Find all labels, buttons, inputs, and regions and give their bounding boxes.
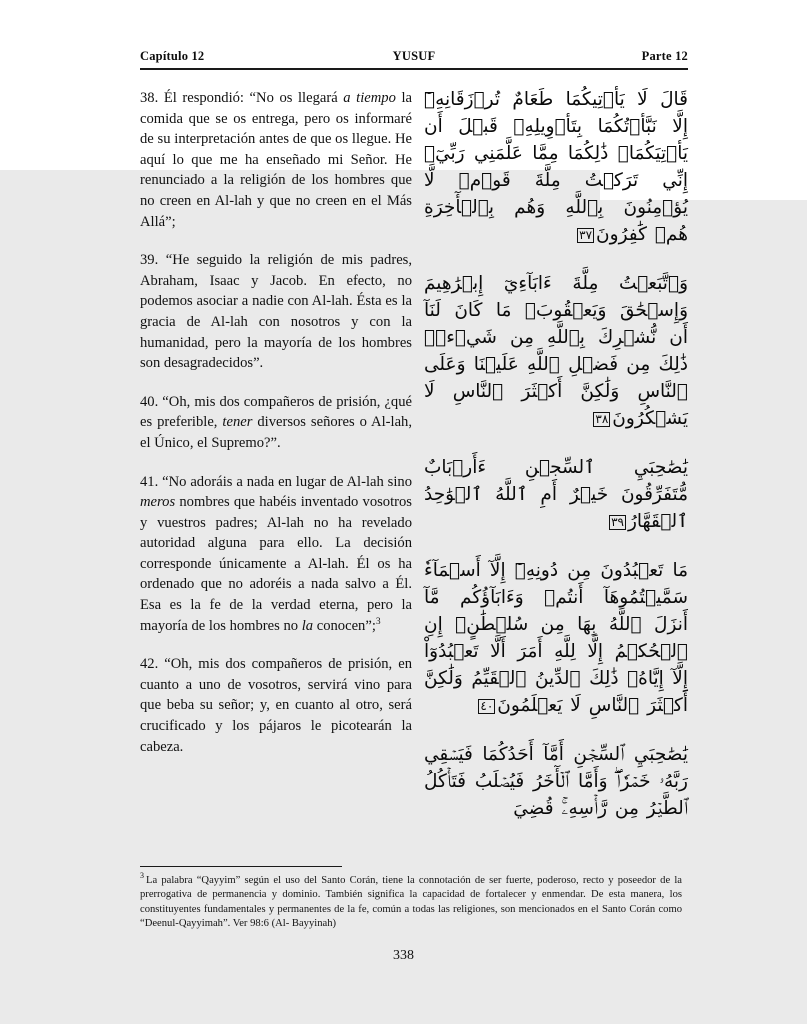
arabic-verse-41-text: يَٰصَٰحِبَيِ ٱلسِّجۡنِ أَمَّآ أَحَدُكُمَا فَيَسۡقِي رَبَّهُۥ خَمۡرٗاۖ وَأَمَّا ٱلۡأٓخَرُ فَيُصۡلَبُ فَتَأۡكُلُ ٱلطَّيۡرُ مِن رَّأۡسِهِۦۚ قُضِيَ: [424, 744, 688, 819]
verse-40-rest: diversos señores o Al-lah, el Único, el Supremo?”.: [140, 414, 412, 451]
verse-number-41: 41.: [140, 473, 159, 490]
verse-42-lead: “Oh, mis dos compañeros de prisión, en cuanto a uno de vosotros, servirá vino para que beba su señor; y, en cuanto al otro, será crucificado y los pájaros le picotearán la cabeza.: [140, 656, 412, 755]
running-head-surah: YUSUF: [392, 49, 436, 63]
spanish-translation-column: [140, 88, 412, 757]
verse-41: [140, 472, 412, 637]
verse-39: [140, 250, 412, 374]
verse-number-42: 42.: [140, 656, 159, 673]
arabic-verse-40-text: مَا تَعۡبُدُونَ مِن دُونِهِۦٓ إِلَّآ أَسۡمَآءٗ سَمَّيۡتُمُوهَآ أَنتُمۡ وَءَابَآؤُكُم مَّآ أَنزَلَ ٱللَّهُ بِهَا مِن سُلۡطَٰنٍۚ إِنِ ٱلۡحُكۡمُ إِلَّا لِلَّهِ أَمَرَ أَلَّا تَعۡبُدُوٓاْ إِلَّآ إِيَّاهُۚ ذَٰلِكَ ٱلدِّينُ ٱلۡقَيِّمُ وَلَٰكِنَّ أَكۡثَرَ ٱلنَّاسِ لَا يَعۡلَمُونَ: [424, 560, 688, 716]
verse-38-italic: a tiempo: [343, 90, 396, 106]
arabic-verse-39-text: يَٰصَٰحِبَيِ ٱلسِّجۡنِ ءَأَرۡبَابٌ مُّتَفَرِّقُونَ خَيۡرٌ أَمِ ٱللَّهُ ٱلۡوَٰحِدُ ٱلۡقَهَّارُ: [424, 457, 688, 532]
verse-40-lead: “Oh, mis dos compañeros de prisión, ¿qué es preferible,: [140, 393, 412, 431]
page-number: 338: [393, 948, 414, 963]
verse-41-lead: “No adoráis a nada en lugar de Al-lah sino: [158, 473, 412, 490]
verse-number-38: 38.: [140, 90, 159, 106]
footnote-marker-ref: 3: [375, 616, 381, 627]
arabic-verse-41: [424, 741, 688, 822]
ayah-number-38: ٣٨: [595, 411, 609, 426]
ayah-number-40: ٤٠: [480, 698, 494, 713]
verse-38-lead: Él respondió: “No os llegará: [158, 90, 344, 106]
verse-41-rest: nombres que habéis inventado vosotros y vuestros padres; Al-lah no ha revelado autoridad alguna para ello. La decisión corresponde únicamente a Al-lah. Él os ha ordenado que no adoréis a nada salvo a Él. Esa es la fe de la verdad eterna, pero la mayoría de los hombres no: [140, 494, 412, 634]
verse-41-italic-1: meros: [140, 494, 176, 511]
arabic-verse-38: [424, 270, 688, 432]
arabic-verse-40: [424, 557, 688, 719]
arabic-verse-38-text: وَٱتَّبَعۡتُ مِلَّةَ ءَابَآءِيٓ إِبۡرَٰهِيمَ وَإِسۡحَٰقَ وَيَعۡقُوبَۚ مَا كَانَ لَنَآ أَن نُّشۡرِكَ بِٱللَّهِ مِن شَيۡءٖۚ ذَٰلِكَ مِن فَضۡلِ ٱللَّهِ عَلَيۡنَا وَعَلَى ٱلنَّاسِ وَلَٰكِنَّ أَكۡثَرَ ٱلنَّاسِ لَا يَشۡكُرُونَ: [424, 273, 688, 429]
footnote-separator-rule: [140, 866, 342, 867]
verse-41-tail: conocen”;: [313, 617, 376, 634]
verse-42: [140, 654, 412, 757]
footnote-text: La palabra “Qayyim” según el uso del Santo Corán, tiene la connotación de ser fuerte, poderoso, recto y poseedor de la prerrogativa de permanencia y dominio. También significa la capacidad de fortalecer y enmendar. De esta manera, los constituyentes fundamentales y permanentes de la fe, común a todas las religiones, son mencionados en el Santo Corán como “Deenul-Qayyimah”. Ver 98:6 (Al- Bayyinah): [140, 875, 682, 930]
footnote-3: [140, 871, 682, 932]
arabic-text-column: [424, 86, 688, 822]
verse-38-rest: la comida que se os entrega, pero os informaré de su interpretación antes de que os llegue. He aquí lo que me ha enseñado mi Señor. He renunciado a la religión de los hombres que no creen en Al-lah y que no creen en el Más Allá”;: [140, 90, 412, 230]
running-head-chapter: Capítulo 12: [140, 49, 205, 63]
verse-40: [140, 392, 412, 454]
arabic-verse-39: [424, 454, 688, 535]
ayah-number-37: ٣٧: [579, 227, 593, 242]
verse-39-lead: “He seguido la religión de mis padres, Abraham, Isaac y Jacob. En efecto, no podemos asociar a nadie con Al-lah. Ésta es la gracia de Al-lah con nosotros y con la humanidad, pero la mayoría de los hombres son desagradecidos”.: [140, 252, 412, 372]
running-head-part: Parte 12: [641, 49, 688, 63]
arabic-verse-37-text: قَالَ لَا يَأۡتِيكُمَا طَعَامٌ تُرۡزَقَانِهِۦٓ إِلَّا نَبَّأۡتُكُمَا بِتَأۡوِيلِهِۦ قَبۡلَ أَن يَأۡتِيَكُمَاۚ ذَٰلِكُمَا مِمَّا عَلَّمَنِي رَبِّيٓۚ إِنِّي تَرَكۡتُ مِلَّةَ قَوۡمٖ لَّا يُؤۡمِنُونَ بِٱللَّهِ وَهُم بِٱلۡأٓخِرَةِ هُمۡ كَٰفِرُونَ: [424, 89, 688, 245]
arabic-verse-37: [424, 86, 688, 248]
footnote-number: 3: [140, 871, 144, 881]
ayah-number-39: ٣٩: [611, 514, 624, 529]
verse-38: [140, 88, 412, 232]
verse-number-40: 40.: [140, 393, 159, 410]
verse-41-italic-2: la: [301, 617, 314, 634]
verse-number-39: 39.: [140, 252, 159, 269]
verse-40-italic: tener: [222, 414, 253, 431]
